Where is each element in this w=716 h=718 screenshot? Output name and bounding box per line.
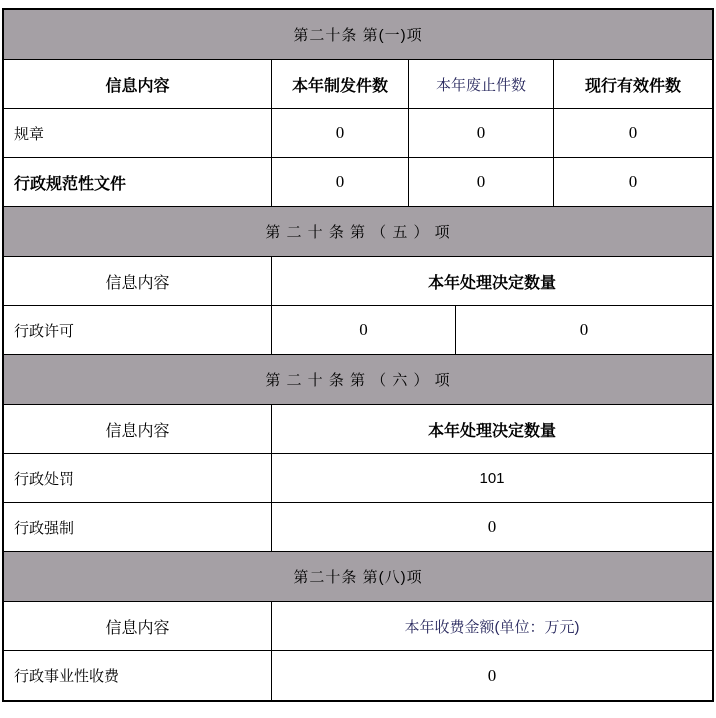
table-row-administrative-fees bbox=[4, 651, 712, 700]
table-row-administrative-coercion bbox=[4, 503, 712, 552]
statistics-table bbox=[2, 8, 714, 702]
col-header-decisions-this-year: 本年处理决定数量 bbox=[271, 405, 712, 453]
cell-value: 0 bbox=[408, 109, 553, 157]
table-row-rules bbox=[4, 109, 712, 158]
col-header-currently-effective: 现行有效件数 bbox=[553, 60, 712, 108]
row-label: 行政事业性收费 bbox=[14, 668, 120, 685]
section-2-title: 第 二 十 条 第 （ 五 ） 项 bbox=[4, 207, 712, 257]
row-label: 行政规范性文件 bbox=[14, 175, 127, 193]
cell-value: 0 bbox=[271, 503, 712, 551]
section-4-header-row bbox=[4, 602, 712, 651]
col-header-fees-this-year: 本年收费金额(单位：万元) bbox=[271, 602, 712, 650]
col-header-info-content: 信息内容 bbox=[105, 422, 170, 440]
cell-value: 0 bbox=[553, 109, 712, 157]
cell-value: 0 bbox=[271, 158, 408, 206]
col-header-decisions-this-year: 本年处理决定数量 bbox=[271, 257, 712, 305]
col-header-info-content: 信息内容 bbox=[105, 274, 170, 292]
row-label: 行政强制 bbox=[14, 519, 75, 537]
col-header-info-content: 信息内容 bbox=[105, 619, 170, 637]
col-header-abolished-this-year: 本年废止件数 bbox=[408, 60, 553, 108]
section-4-title: 第二十条 第(八)项 bbox=[4, 552, 712, 602]
cell-value: 0 bbox=[455, 306, 712, 354]
col-header-issued-this-year: 本年制发件数 bbox=[271, 60, 408, 108]
col-header-info-content: 信息内容 bbox=[105, 77, 170, 95]
cell-value: 0 bbox=[271, 109, 408, 157]
table-row-normative-documents bbox=[4, 158, 712, 207]
table-row-administrative-penalty bbox=[4, 454, 712, 503]
section-1-header-row bbox=[4, 60, 712, 109]
section-1-title: 第二十条 第(一)项 bbox=[4, 10, 712, 60]
table-row-administrative-license bbox=[4, 306, 712, 355]
row-label: 规章 bbox=[14, 125, 45, 143]
cell-value: 0 bbox=[553, 158, 712, 206]
row-label: 行政处罚 bbox=[14, 470, 75, 488]
cell-value: 101 bbox=[271, 454, 712, 502]
cell-value: 0 bbox=[408, 158, 553, 206]
section-2-header-row bbox=[4, 257, 712, 306]
section-3-header-row bbox=[4, 405, 712, 454]
cell-value: 0 bbox=[271, 651, 712, 700]
row-label: 行政许可 bbox=[14, 322, 75, 340]
cell-value: 0 bbox=[271, 306, 455, 354]
section-3-title: 第 二 十 条 第 （ 六 ） 项 bbox=[4, 355, 712, 405]
